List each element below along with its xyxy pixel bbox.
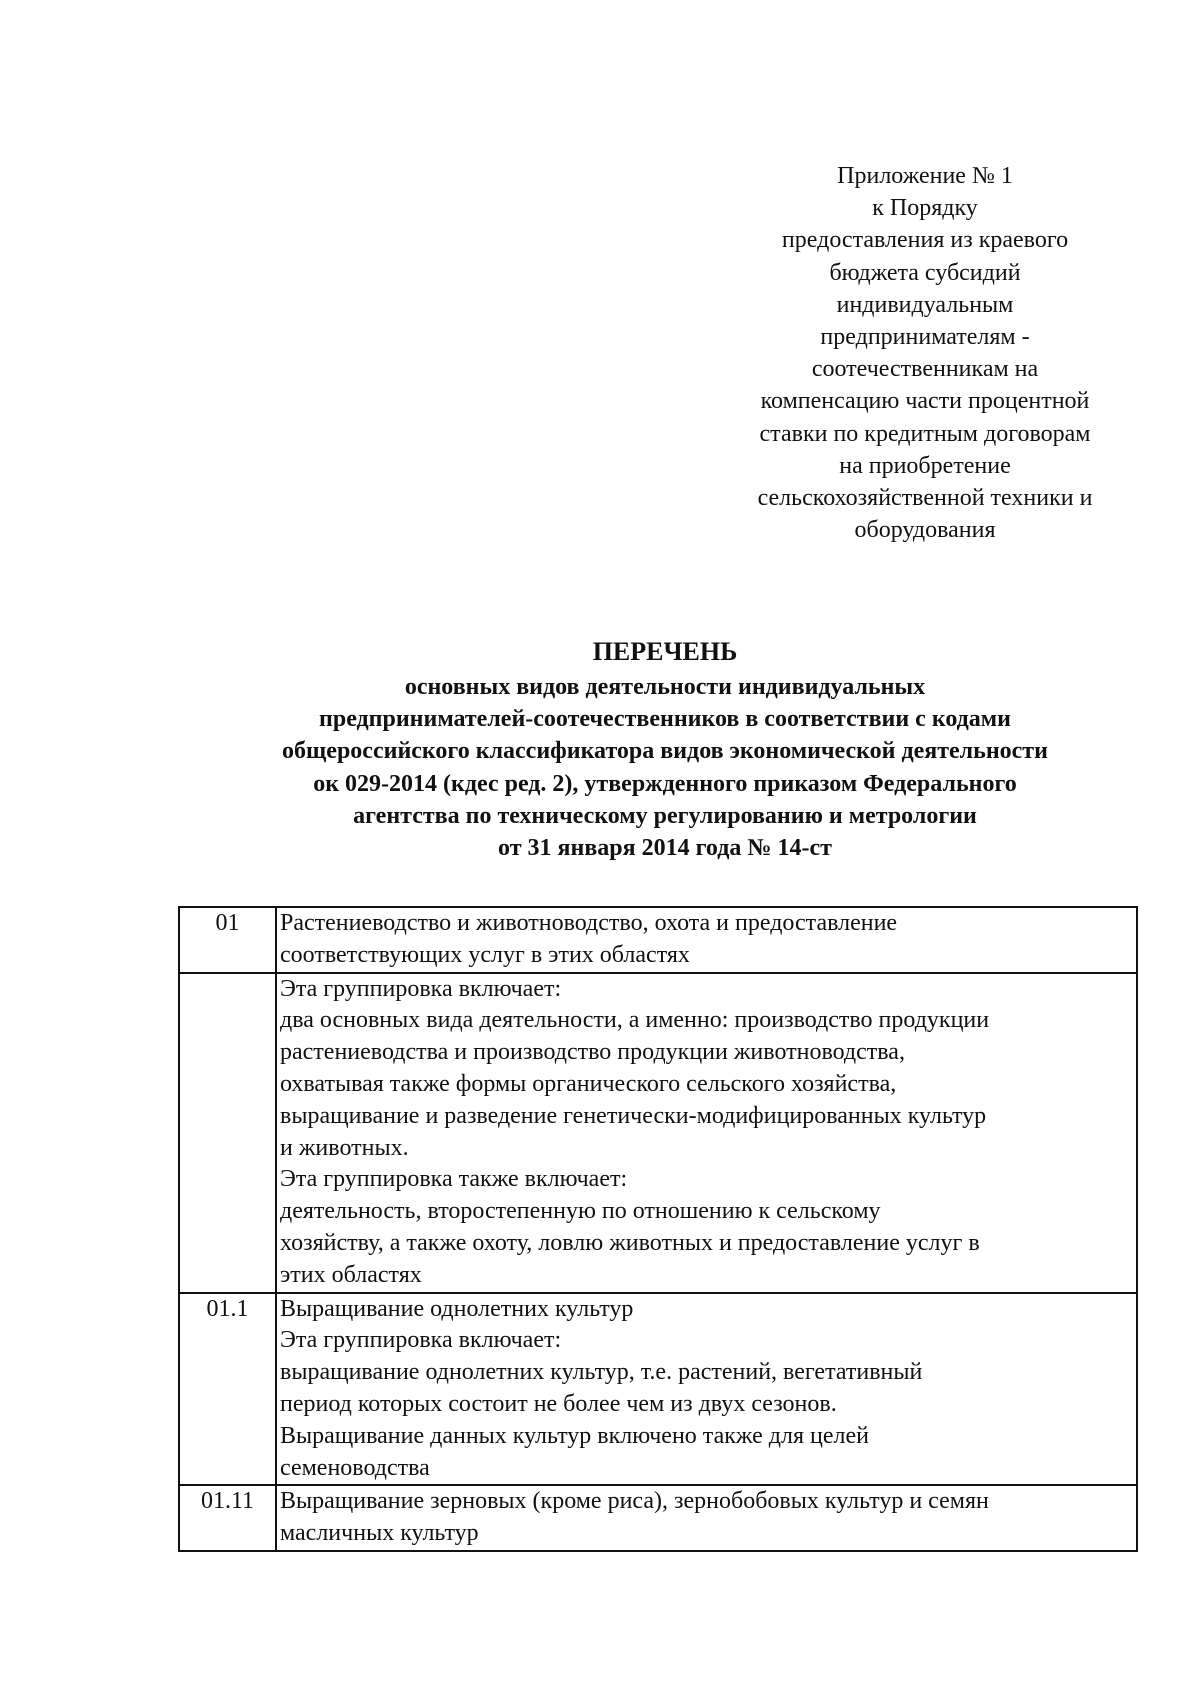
heading-line: ок 029-2014 (кдес ред. 2), утвержденного приказом Федерального xyxy=(313,770,1017,797)
appendix-line: на приобретение xyxy=(839,452,1011,479)
description-line: соответствующих услуг в этих областях xyxy=(280,941,690,968)
description-line: Эта группировка включает: xyxy=(280,975,562,1002)
activity-code: 01 xyxy=(179,907,276,973)
appendix-line: Приложение № 1 xyxy=(837,163,1013,189)
table-row xyxy=(179,907,1137,973)
activity-description xyxy=(276,973,1137,1293)
appendix-line: к Порядку xyxy=(872,195,978,222)
description-line: этих областях xyxy=(280,1261,422,1288)
heading-line: основных видов деятельности индивидуальных xyxy=(404,674,926,700)
appendix-line: предоставления из краевого xyxy=(781,227,1069,254)
description-line: Выращивание однолетних культур xyxy=(280,1295,634,1322)
appendix-line: сельскохозяйственной техники и xyxy=(757,485,1093,512)
description-line: деятельность, второстепенную по отношению к сельскому xyxy=(280,1198,881,1225)
activity-description xyxy=(276,1485,1137,1551)
description-line: выращивание и разведение генетически-модифицированных культур xyxy=(280,1102,987,1129)
activity-code: 01.11 xyxy=(179,1485,276,1551)
activity-code: 01.1 xyxy=(179,1293,276,1486)
description-line: Эта группировка включает: xyxy=(280,1327,562,1354)
appendix-line: предпринимателям - xyxy=(820,324,1030,351)
document-heading xyxy=(140,633,1190,864)
appendix-header xyxy=(690,160,1160,546)
heading-line: от 31 января 2014 года № 14-ст xyxy=(498,835,832,862)
description-line: растениеводства и производство продукции животноводства, xyxy=(280,1039,905,1066)
description-line: охватывая также формы органического сельского хозяйства, xyxy=(280,1070,897,1097)
description-line: хозяйству, а также охоту, ловлю животных и предоставление услуг в xyxy=(280,1229,980,1256)
heading-line: общероссийского классификатора видов экономической деятельности xyxy=(282,738,1048,765)
appendix-line: бюджета субсидий xyxy=(829,259,1021,286)
description-line: семеноводства xyxy=(280,1454,430,1481)
table-row xyxy=(179,973,1137,1293)
description-line: Растениеводство и животноводство, охота и предоставление xyxy=(280,910,898,936)
description-line: период которых состоит не более чем из двух сезонов. xyxy=(280,1390,837,1417)
activity-description xyxy=(276,1293,1137,1486)
activity-codes-table xyxy=(178,906,1138,1552)
activity-code xyxy=(179,973,276,1293)
description-line: и животных. xyxy=(280,1134,409,1161)
appendix-line: соотечественникам на xyxy=(811,356,1039,383)
appendix-line: ставки по кредитным договорам xyxy=(759,420,1091,447)
description-line: выращивание однолетних культур, т.е. растений, вегетативный xyxy=(280,1359,923,1386)
description-line: Выращивание зерновых (кроме риса), зернобобовых культур и семян xyxy=(280,1488,989,1515)
description-line: два основных вида деятельности, а именно: производство продукции xyxy=(280,1007,990,1034)
heading-line: предпринимателей-соотечественников в соответствии с кодами xyxy=(319,706,1011,733)
activity-description xyxy=(276,907,1137,973)
description-line: Выращивание данных культур включено также для целей xyxy=(280,1422,869,1449)
table-row xyxy=(179,1485,1137,1551)
document-title: ПЕРЕЧЕНЬ xyxy=(592,637,738,666)
appendix-line: оборудования xyxy=(854,517,996,544)
table-row xyxy=(179,1293,1137,1486)
description-line: Эта группировка также включает: xyxy=(280,1166,628,1193)
appendix-line: индивидуальным xyxy=(836,291,1014,318)
description-line: масличных культур xyxy=(280,1520,479,1547)
heading-line: агентства по техническому регулированию и метрологии xyxy=(353,802,977,829)
appendix-line: компенсацию части процентной xyxy=(760,388,1090,415)
